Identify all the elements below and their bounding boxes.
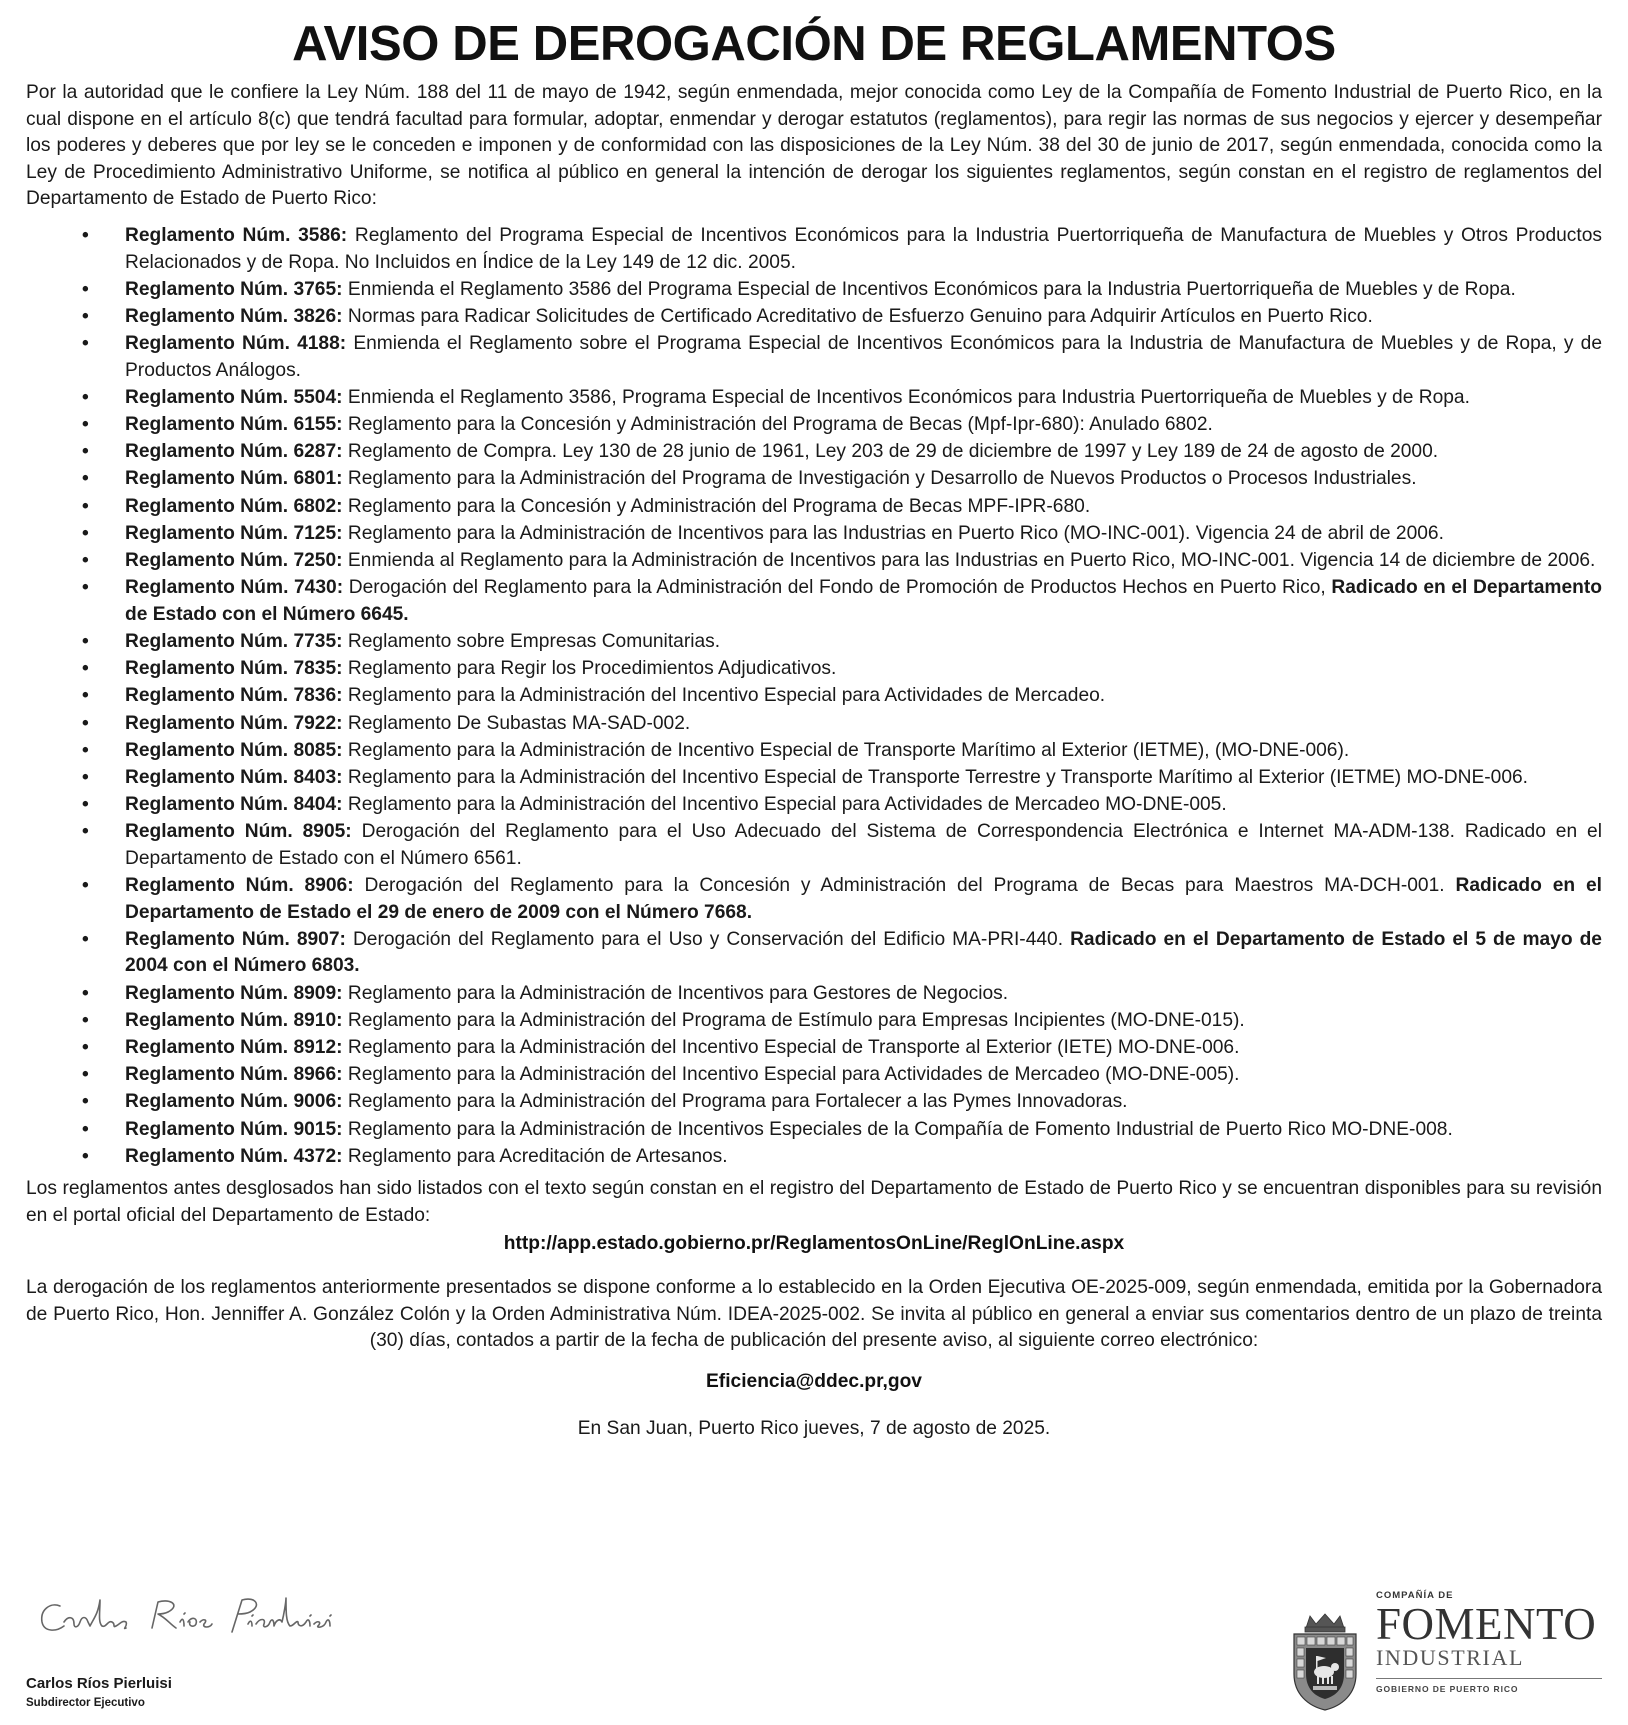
regulation-number: Reglamento Núm. 7836: [125, 685, 343, 707]
closing-paragraph: Los reglamentos antes desglosados han sido listados con el texto según constan en el registro del Departamento de Estado de Puerto Rico y se encuentran disponibles para su revisión en el portal oficial del Departamento de Estado: [26, 1178, 1602, 1226]
regulation-description: Reglamento para Regir los Procedimientos Adjudicativos. [347, 658, 837, 680]
bullet-icon: • [82, 794, 89, 816]
regulation-description: Reglamento para Acreditación de Artesanos. [347, 1145, 728, 1167]
regulation-item [26, 575, 1602, 628]
bullet-icon: • [82, 468, 89, 490]
regulation-item [26, 629, 1602, 656]
regulation-description: Enmienda el Reglamento sobre el Programa Especial de Incentivos Económicos para la Industria de Manufactura de Muebles y de Ropa, y de Productos Análogos. [125, 333, 1602, 381]
logo-wordmark [1376, 1590, 1606, 1695]
derogation-paragraph: La derogación de los reglamentos anteriormente presentados se dispone conforme a lo establecido en la Orden Ejecutiva OE-2025-009, según enmendada, emitida por la Gobernadora de Puerto Rico, Hon. Jenniffer A. González Colón y la Orden Administrativa Núm. IDEA-2025-002. Se invita al público en general a enviar sus comentarios dentro de un plazo de treinta (30) días, contados a partir de la fecha de publicación del presente aviso, al siguiente correo electrónico: [26, 1277, 1602, 1352]
regulation-number: Reglamento Núm. 7430: [125, 577, 344, 599]
regulation-item [26, 819, 1602, 872]
bullet-icon: • [82, 414, 89, 436]
notice-title: AVISO DE DEROGACIÓN DE REGLAMENTOS [292, 17, 1336, 71]
regulation-item [26, 1117, 1602, 1144]
regulation-description: Reglamento para la Administración del Programa para Fortalecer a las Pymes Innovadoras. [347, 1091, 1128, 1113]
regulation-number: Reglamento Núm. 8404: [125, 794, 343, 816]
regulation-number: Reglamento Núm. 8906: [125, 875, 354, 897]
regulation-number: Reglamento Núm. 7835: [125, 658, 343, 680]
regulation-number: Reglamento Núm. 8905: [125, 821, 352, 843]
regulation-item [26, 1062, 1602, 1089]
intro-paragraph: Por la autoridad que le confiere la Ley Núm. 188 del 11 de mayo de 1942, según enmendada, mejor conocida como Ley de la Compañía de Fomento Industrial de Puerto Rico, en la cual dispone en el artículo 8(c) que tendrá facultad para formular, adoptar, enmendar y derogar estatutos (reglamentos), para regir las normas de sus negocios y ejercer y desempeñar los poderes y deberes que por ley se le conceden e imponen y de conformidad con las disposiciones de la Ley Núm. 38 del 30 de junio de 2017, según enmendada, conocida como la Ley de Procedimiento Administrativo Uniforme, se notifica al público en general la intención de derogar los siguientes reglamentos, según constan en el registro de reglamentos del Departamento de Estado de Puerto Rico: [26, 82, 1602, 210]
regulation-item [26, 331, 1602, 384]
regulation-description: Enmienda al Reglamento para la Administración de Incentivos para las Industrias en Puerto Rico, MO-INC-001. Vigencia 14 de diciembre de 2006. [347, 550, 1596, 572]
regulation-description: Reglamento para la Administración del Programa de Investigación y Desarrollo de Nuevos Productos o Procesos Industriales. [347, 468, 1417, 490]
bullet-icon: • [82, 495, 89, 517]
logo-second-word: INDUSTRIAL [1376, 1645, 1524, 1670]
regulation-item [26, 548, 1602, 575]
regulation-item [26, 873, 1602, 926]
bullet-icon: • [82, 1118, 89, 1140]
regulation-description: Reglamento De Subastas MA-SAD-002. [347, 712, 691, 734]
signatory-title: Subdirector Ejecutivo [26, 1697, 145, 1709]
regulation-number: Reglamento Núm. 3765: [125, 278, 343, 300]
regulation-item [26, 1035, 1602, 1062]
regulation-item [26, 412, 1602, 439]
bullet-icon: • [82, 577, 89, 599]
regulation-description: Enmienda el Reglamento 3586, Programa Especial de Incentivos Económicos para Industria Puertorriqueña de Muebles y de Ropa. [347, 386, 1470, 408]
email-line [26, 1369, 1602, 1396]
regulation-description: Reglamento para la Administración del Incentivo Especial para Actividades de Mercadeo MO-DNE-005. [347, 794, 1227, 816]
regulation-number: Reglamento Núm. 6287: [125, 441, 343, 463]
bullet-icon: • [82, 766, 89, 788]
bullet-icon: • [82, 386, 89, 408]
regulation-description: Reglamento para la Concesión y Administración del Programa de Becas (Mpf-Ipr-680): Anulado 6802. [347, 414, 1213, 436]
regulation-number: Reglamento Núm. 4372: [125, 1145, 343, 1167]
logo-divider [1376, 1678, 1602, 1679]
regulation-item [26, 521, 1602, 548]
regulation-description: Reglamento para la Administración del Programa de Estímulo para Empresas Incipientes (MO-DNE-015). [347, 1009, 1245, 1031]
logo-bottom-line: GOBIERNO DE PUERTO RICO [1376, 1684, 1519, 1694]
regulation-number: Reglamento Núm. 7250: [125, 550, 343, 572]
regulation-item [26, 683, 1602, 710]
bullet-icon: • [82, 333, 89, 355]
bullet-icon: • [82, 658, 89, 680]
bullet-icon: • [82, 875, 89, 897]
regulation-number: Reglamento Núm. 3826: [125, 305, 343, 327]
regulation-description: Derogación del Reglamento para la Concesión y Administración del Programa de Becas para Maestros MA-DCH-001. [364, 875, 1445, 897]
signatory-name: Carlos Ríos Pierluisi [26, 1675, 172, 1692]
regulation-description: Enmienda el Reglamento 3586 del Programa Especial de Incentivos Económicos para la Industria Puertorriqueña de Muebles y de Ropa. [347, 278, 1516, 300]
regulation-number: Reglamento Núm. 9006: [125, 1091, 343, 1113]
regulation-description: Derogación del Reglamento para el Uso Adecuado del Sistema de Correspondencia Electrónica e Internet MA-ADM-138. Radicado en el Departamento de Estado con el Número 6561. [125, 821, 1602, 869]
regulation-description: Reglamento para la Administración del Incentivo Especial para Actividades de Mercadeo (MO-DNE-005). [347, 1064, 1240, 1086]
regulation-number: Reglamento Núm. 8085: [125, 739, 343, 761]
regulation-number: Reglamento Núm. 9015: [125, 1118, 343, 1140]
regulation-number: Reglamento Núm. 8909: [125, 982, 343, 1004]
regulation-number: Reglamento Núm. 4188: [125, 333, 347, 355]
regulation-item [26, 439, 1602, 466]
regulation-description: Reglamento para la Administración del Incentivo Especial para Actividades de Mercadeo. [347, 685, 1106, 707]
regulation-item [26, 1008, 1602, 1035]
regulation-description: Reglamento de Compra. Ley 130 de 28 junio de 1961, Ley 203 de 29 de diciembre de 1997 y Ley 189 de 24 de agosto de 2000. [347, 441, 1439, 463]
bullet-icon: • [82, 441, 89, 463]
regulation-description: Reglamento para la Administración de Incentivo Especial de Transporte Marítimo al Exterior (IETME), (MO-DNE-006). [347, 739, 1350, 761]
regulation-description: Reglamento para la Administración de Incentivos para Gestores de Negocios. [347, 982, 1009, 1004]
bullet-icon: • [82, 1145, 89, 1167]
regulation-item [26, 1144, 1602, 1171]
regulation-description: Normas para Radicar Solicitudes de Certificado Acreditativo de Esfuerzo Genuino para Adquirir Artículos en Puerto Rico. [347, 305, 1373, 327]
regulation-number: Reglamento Núm. 7922: [125, 712, 343, 734]
regulation-description: Reglamento para la Concesión y Administración del Programa de Becas MPF-IPR-680. [347, 495, 1091, 517]
regulation-number: Reglamento Núm. 7735: [125, 631, 343, 652]
bullet-icon: • [82, 278, 89, 300]
signature-block [26, 1592, 386, 1711]
handwritten-signature [34, 1592, 344, 1640]
fomento-industrial-logo [1286, 1590, 1606, 1720]
regulation-item [26, 1089, 1602, 1116]
regulation-description: Reglamento del Programa Especial de Incentivos Económicos para la Industria Puertorriqueña de Manufactura de Muebles y Otros Productos Relacionados y de Ropa. No Incluidos en Índice de la Ley 149 de 12 dic. 2005. [125, 224, 1602, 273]
bullet-icon: • [82, 1009, 89, 1031]
regulation-description: Derogación del Reglamento para la Administración del Fondo de Promoción de Productos Hechos en Puerto Rico, [348, 577, 1326, 599]
regulation-description: Reglamento para la Administración de Incentivos Especiales de la Compañía de Fomento Industrial de Puerto Rico MO-DNE-008. [347, 1118, 1453, 1140]
regulation-filing-note: Radicado en el Departamento de Estado el 5 de mayo de 2004 con el Número 6803. [125, 928, 1602, 977]
bullet-icon: • [82, 631, 89, 652]
regulation-description: Derogación del Reglamento para el Uso y Conservación del Edificio MA-PRI-440. [352, 928, 1064, 950]
regulation-item [26, 385, 1602, 412]
regulation-item [26, 277, 1602, 304]
regulation-number: Reglamento Núm. 8912: [125, 1037, 343, 1059]
bullet-icon: • [82, 739, 89, 761]
regulation-description: Reglamento sobre Empresas Comunitarias. [347, 631, 721, 652]
coat-of-arms-icon [1286, 1612, 1364, 1712]
bullet-icon: • [82, 522, 89, 544]
regulation-description: Reglamento para la Administración de Incentivos para las Industrias en Puerto Rico (MO-INC-001). Vigencia 24 de abril de 2006. [347, 522, 1444, 544]
regulation-number: Reglamento Núm. 8910: [125, 1009, 343, 1031]
regulation-item [26, 981, 1602, 1008]
logo-main-word: FOMENTO [1376, 1599, 1597, 1649]
regulation-number: Reglamento Núm. 8403: [125, 766, 343, 788]
bullet-icon: • [82, 1064, 89, 1086]
regulation-item [26, 927, 1602, 980]
bullet-icon: • [82, 305, 89, 327]
regulation-number: Reglamento Núm. 3586: [125, 224, 348, 246]
regulation-number: Reglamento Núm. 6802: [125, 495, 343, 517]
regulation-item [26, 765, 1602, 792]
regulation-item [26, 711, 1602, 738]
portal-url-line [26, 1231, 1602, 1258]
bullet-icon: • [82, 928, 89, 950]
portal-url-link[interactable]: http://app.estado.gobierno.pr/ReglamentosOnLine/ReglOnLine.aspx [503, 1232, 1125, 1254]
bullet-icon: • [82, 821, 89, 843]
regulation-item [26, 494, 1602, 521]
bullet-icon: • [82, 1091, 89, 1113]
bullet-icon: • [82, 224, 89, 246]
date-line: En San Juan, Puerto Rico jueves, 7 de agosto de 2025. [577, 1417, 1051, 1439]
regulations-list [26, 223, 1602, 1170]
regulation-number: Reglamento Núm. 5504: [125, 386, 343, 408]
regulation-item [26, 738, 1602, 765]
bullet-icon: • [82, 712, 89, 734]
regulation-description: Reglamento para la Administración del Incentivo Especial de Transporte al Exterior (IETE) MO-DNE-006. [347, 1037, 1240, 1059]
regulation-number: Reglamento Núm. 7125: [125, 522, 343, 544]
regulation-item [26, 466, 1602, 493]
email-link[interactable]: Eficiencia@ddec.pr,gov [706, 1370, 922, 1392]
bullet-icon: • [82, 550, 89, 572]
regulation-filing-note: Radicado en el Departamento de Estado el 29 de enero de 2009 con el Número 7668. [125, 875, 1602, 923]
bullet-icon: • [82, 685, 89, 707]
regulation-description: Reglamento para la Administración del Incentivo Especial de Transporte Terrestre y Transporte Marítimo al Exterior (IETME) MO-DNE-006. [347, 766, 1529, 788]
regulation-number: Reglamento Núm. 6155: [125, 414, 343, 436]
regulation-number: Reglamento Núm. 8907: [125, 928, 346, 950]
bullet-icon: • [82, 1037, 89, 1059]
regulation-item [26, 656, 1602, 683]
logo-top-line: COMPAÑÍA DE [1376, 1590, 1454, 1601]
regulation-item [26, 792, 1602, 819]
regulation-number: Reglamento Núm. 6801: [125, 468, 343, 490]
bullet-icon: • [82, 982, 89, 1004]
regulation-item [26, 304, 1602, 331]
regulation-number: Reglamento Núm. 8966: [125, 1064, 343, 1086]
regulation-filing-note: Radicado en el Departamento de Estado con el Número 6645. [125, 577, 1602, 625]
regulation-item [26, 223, 1602, 276]
